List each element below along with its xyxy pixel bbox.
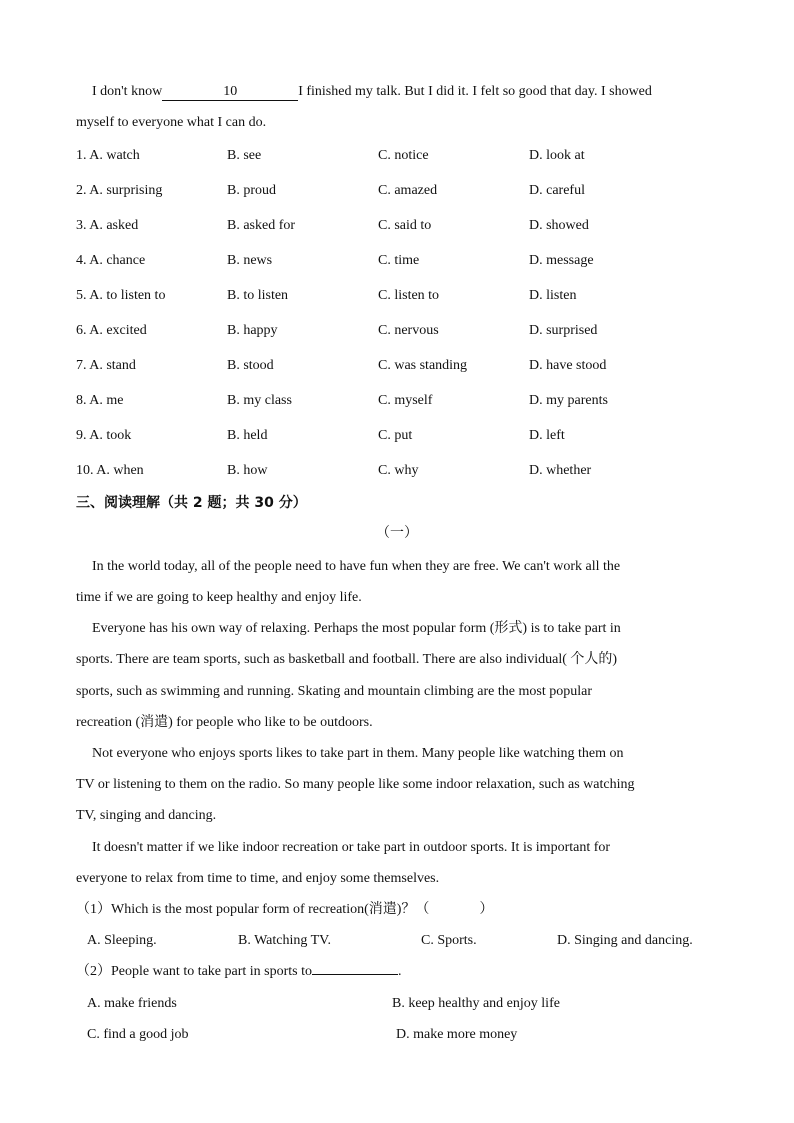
option-c: C. said to <box>378 218 432 233</box>
option-c: C. amazed <box>378 183 438 198</box>
question-stem-text: （1）Which is the most popular form of recreation(消遣)？（ <box>76 902 430 917</box>
option-c: C. notice <box>378 148 429 163</box>
option-a: 4. A. chance <box>76 253 146 268</box>
option-d: D. left <box>529 428 565 443</box>
question-stem <box>76 963 402 981</box>
answer-option-c[interactable]: C. find a good job <box>87 1027 189 1042</box>
question-stem <box>76 901 493 919</box>
option-c: C. why <box>378 463 419 478</box>
section-heading: 三、阅读理解（共 2 题；共 30 分） <box>76 495 307 511</box>
intro-text-after: I finished my talk. But I did it. I felt so good that day. I showed <box>298 84 652 99</box>
option-d: D. have stood <box>529 358 607 373</box>
answer-option-c[interactable]: C. Sports. <box>421 933 477 948</box>
intro-line-1 <box>76 83 732 101</box>
option-b: B. held <box>227 428 268 443</box>
option-c: C. was standing <box>378 358 468 373</box>
passage-line: sports. There are team sports, such as basketball and football. There are also individual( 个人的) <box>76 652 618 667</box>
option-b: B. stood <box>227 358 274 373</box>
answer-option-b[interactable]: B. keep healthy and enjoy life <box>392 996 560 1011</box>
option-d: D. look at <box>529 148 585 163</box>
passage-line: It doesn't matter if we like indoor recreation or take part in outdoor sports. It is important for <box>92 840 611 855</box>
option-d: D. message <box>529 253 594 268</box>
option-a: 7. A. stand <box>76 358 136 373</box>
option-b: B. my class <box>227 393 292 408</box>
option-c: C. myself <box>378 393 433 408</box>
option-d: D. my parents <box>529 393 608 408</box>
intro-line-2: myself to everyone what I can do. <box>76 115 267 130</box>
passage-line: TV or listening to them on the radio. So many people like some indoor relaxation, such as watching <box>76 777 635 792</box>
option-c: C. put <box>378 428 413 443</box>
option-b: B. asked for <box>227 218 296 233</box>
option-a: 9. A. took <box>76 428 132 443</box>
option-b: B. happy <box>227 323 278 338</box>
option-d: D. listen <box>529 288 577 303</box>
option-a: 5. A. to listen to <box>76 288 166 303</box>
option-b: B. see <box>227 148 262 163</box>
question-stem-text: （2）People want to take part in sports to <box>76 964 313 979</box>
passage-line: Everyone has his own way of relaxing. Perhaps the most popular form (形式) is to take part in <box>92 621 621 636</box>
option-b: B. news <box>227 253 273 268</box>
passage-line: Not everyone who enjoys sports likes to take part in them. Many people like watching them on <box>92 746 624 761</box>
option-a: 2. A. surprising <box>76 183 163 198</box>
option-a: 8. A. me <box>76 393 124 408</box>
passage-line: sports, such as swimming and running. Skating and mountain climbing are the most popular <box>76 684 592 699</box>
option-d: D. showed <box>529 218 589 233</box>
passage-line: TV, singing and dancing. <box>76 808 217 823</box>
option-c: C. listen to <box>378 288 440 303</box>
option-a: 10. A. when <box>76 463 144 478</box>
option-a: 3. A. asked <box>76 218 139 233</box>
question-stem-end: ） <box>479 902 494 917</box>
option-b: B. proud <box>227 183 276 198</box>
option-d: D. surprised <box>529 323 598 338</box>
answer-option-a[interactable]: A. make friends <box>87 996 177 1011</box>
answer-blank-10: 10 <box>162 84 298 101</box>
answer-option-d[interactable]: D. make more money <box>396 1027 518 1042</box>
passage-line: time if we are going to keep healthy and enjoy life. <box>76 590 362 605</box>
option-b: B. how <box>227 463 268 478</box>
answer-blank <box>312 974 398 975</box>
answer-option-b[interactable]: B. Watching TV. <box>238 933 331 948</box>
option-d: D. careful <box>529 183 585 198</box>
option-c: C. time <box>378 253 420 268</box>
option-a: 1. A. watch <box>76 148 140 163</box>
passage-line: recreation (消遣) for people who like to be outdoors. <box>76 715 373 730</box>
option-c: C. nervous <box>378 323 439 338</box>
option-a: 6. A. excited <box>76 323 147 338</box>
passage-line: In the world today, all of the people need to have fun when they are free. We can't work all the <box>92 559 621 574</box>
passage-label: （一） <box>376 526 418 541</box>
option-b: B. to listen <box>227 288 289 303</box>
answer-option-a[interactable]: A. Sleeping. <box>87 933 157 948</box>
passage-line: everyone to relax from time to time, and enjoy some themselves. <box>76 871 440 886</box>
option-d: D. whether <box>529 463 592 478</box>
question-stem-end: . <box>398 964 402 979</box>
answer-option-d[interactable]: D. Singing and dancing. <box>557 933 693 948</box>
intro-text-before: I don't know <box>92 84 163 99</box>
